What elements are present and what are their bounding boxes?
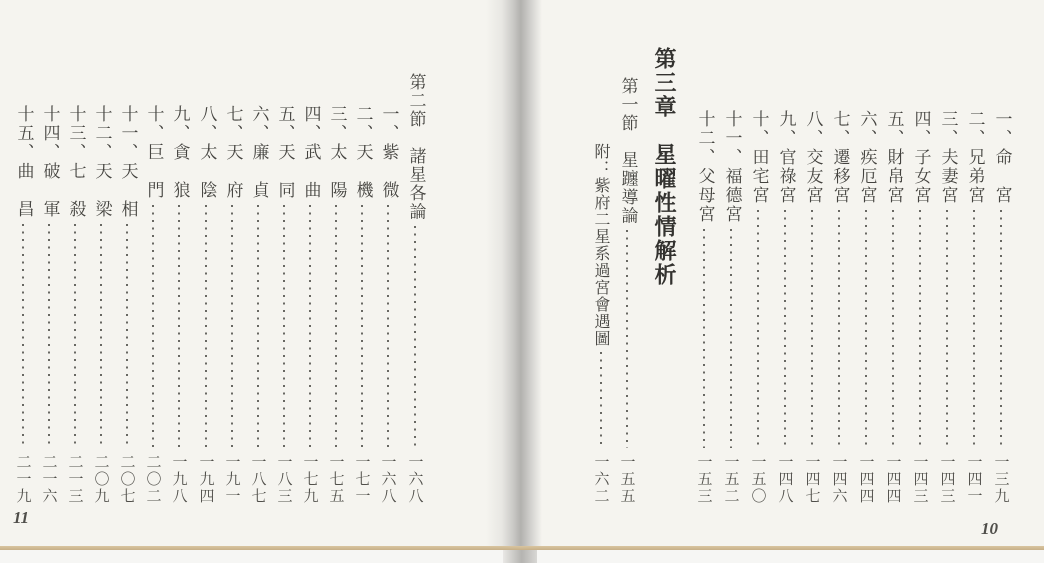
toc-entry-page: 一四七 — [803, 454, 822, 505]
toc-entry-label: 十一、福德宮 — [721, 110, 742, 224]
toc-entry-page: 一四四 — [884, 454, 903, 505]
toc-entry-page: 一四六 — [830, 454, 849, 505]
toc-entry-label: 十二、父母宮 — [694, 110, 715, 224]
dotted-leader — [48, 224, 50, 448]
toc-entry-page: 一八七 — [249, 454, 268, 505]
toc-entry-page: 一七一 — [353, 454, 372, 505]
toc-entry — [219, 105, 245, 505]
dotted-leader — [361, 205, 363, 448]
toc-entry-label: 第二節 諸星各論 — [405, 73, 426, 221]
dotted-leader — [152, 205, 154, 448]
toc-entry-label: 十一、天 相 — [117, 105, 138, 219]
toc-entry-label: 十、巨 門 — [143, 105, 164, 200]
toc-entry — [10, 105, 36, 505]
toc-entry — [772, 110, 798, 505]
dotted-leader — [283, 205, 285, 448]
toc-entry — [140, 105, 166, 505]
toc-entry — [718, 110, 744, 505]
toc-entry-label: 三、太 陽 — [326, 105, 347, 200]
dotted-leader — [178, 205, 180, 448]
toc-entry — [88, 105, 114, 505]
page-number-right: 10 — [981, 519, 998, 538]
toc-entry-label: 第一節 星躔導論 — [617, 77, 638, 225]
toc-entry-page: 二一六 — [40, 454, 59, 505]
dotted-leader — [1000, 210, 1002, 448]
dotted-leader — [703, 229, 705, 448]
dotted-leader — [126, 224, 128, 448]
toc-entry-label: 四、子女宮 — [910, 110, 931, 205]
toc-entry-page: 一五五 — [618, 454, 637, 505]
dotted-leader — [973, 210, 975, 448]
toc-entry-page: 一四三 — [911, 454, 930, 505]
dotted-leader — [730, 229, 732, 448]
toc-entry-label: 十二、天 梁 — [91, 105, 112, 219]
toc-entry-page: 二〇二 — [144, 454, 163, 505]
toc-entry-page: 一五〇 — [749, 454, 768, 505]
toc-entry — [114, 105, 140, 505]
toc-entry-page: 一七九 — [301, 454, 320, 505]
toc-entry-label: 六、廉 貞 — [248, 105, 269, 200]
toc-entry-page: 一五三 — [695, 454, 714, 505]
dotted-leader — [335, 205, 337, 448]
book-spine-gutter — [486, 0, 542, 548]
toc-entry-page: 二一九 — [14, 454, 33, 505]
dotted-leader — [309, 205, 311, 448]
toc-entry-page: 二〇九 — [92, 454, 111, 505]
toc-entry-page: 一四八 — [776, 454, 795, 505]
dotted-leader — [838, 210, 840, 448]
toc-entry-label: 四、武 曲 — [300, 105, 321, 200]
toc-entry-label: 十三、七 殺 — [65, 105, 86, 219]
dotted-leader — [811, 210, 813, 448]
toc-entry — [853, 110, 879, 505]
toc-entry-page: 一八三 — [275, 454, 294, 505]
toc-entry — [271, 105, 297, 505]
dotted-leader — [100, 224, 102, 448]
toc-entry-page: 一九八 — [170, 454, 189, 505]
toc-entry-page: 二一三 — [66, 454, 85, 505]
toc-entry-page: 一九四 — [197, 454, 216, 505]
toc-entry — [961, 110, 987, 505]
toc-entry-label: 五、財帛宮 — [883, 110, 904, 205]
toc-entry-page: 一九一 — [223, 454, 242, 505]
dotted-leader — [231, 205, 233, 448]
dotted-leader — [387, 205, 389, 448]
dotted-leader — [892, 210, 894, 448]
dotted-leader — [205, 205, 207, 448]
toc-entry-section-1 — [614, 77, 640, 505]
toc-entry-page: 一四一 — [965, 454, 984, 505]
toc-entry — [934, 110, 960, 505]
toc-entry — [799, 110, 825, 505]
toc-entry-section-2 — [402, 73, 428, 505]
toc-entry-label: 九、官祿宮 — [775, 110, 796, 205]
toc-entry-label: 九、貪 狼 — [169, 105, 190, 200]
dotted-leader — [22, 224, 24, 448]
toc-entry-page: 一六八 — [379, 454, 398, 505]
dotted-leader — [414, 226, 416, 448]
toc-entry-page: 一四三 — [938, 454, 957, 505]
dotted-leader — [257, 205, 259, 448]
toc-entry-page: 一六二 — [592, 454, 611, 505]
toc-entry-page: 一六八 — [406, 454, 425, 505]
toc-entry — [880, 110, 906, 505]
toc-entry-appendix — [588, 143, 614, 505]
toc-entry-page: 一三九 — [992, 454, 1011, 505]
toc-entry-label: 三、夫妻宮 — [937, 110, 958, 205]
toc-entry-label: 附：紫府二星系過宮會遇圖 — [592, 143, 611, 347]
page-number-left: 11 — [13, 508, 30, 527]
spine-shadow-bottom — [503, 550, 537, 563]
toc-entry-label: 一、紫 微 — [378, 105, 399, 200]
toc-entry — [323, 105, 349, 505]
toc-entry-label: 十、田宅宮 — [748, 110, 769, 205]
toc-entry-label: 二、兄弟宮 — [964, 110, 985, 205]
dotted-leader — [74, 224, 76, 448]
toc-entry — [745, 110, 771, 505]
dotted-leader — [757, 210, 759, 448]
toc-entry — [245, 105, 271, 505]
toc-entry — [349, 105, 375, 505]
toc-entry-label: 二、天 機 — [352, 105, 373, 200]
dotted-leader — [784, 210, 786, 448]
toc-entry-label: 七、天 府 — [222, 105, 243, 200]
dotted-leader — [865, 210, 867, 448]
toc-entry — [297, 105, 323, 505]
dotted-leader — [919, 210, 921, 448]
toc-entry-page: 一七五 — [327, 454, 346, 505]
toc-entry-label: 五、天 同 — [274, 105, 295, 200]
dotted-leader — [626, 230, 628, 448]
dotted-leader — [946, 210, 948, 448]
chapter-title: 第三章 星曜性情解析 — [651, 47, 676, 287]
toc-entry — [193, 105, 219, 505]
toc-entry — [826, 110, 852, 505]
toc-entry-label: 六、疾厄宮 — [856, 110, 877, 205]
toc-entry — [907, 110, 933, 505]
toc-entry — [166, 105, 192, 505]
toc-entry-label: 八、交友宮 — [802, 110, 823, 205]
toc-entry-label: 八、太 陰 — [196, 105, 217, 200]
toc-entry-label: 七、遷移宮 — [829, 110, 850, 205]
toc-entry-page: 二〇七 — [118, 454, 137, 505]
toc-entry — [62, 105, 88, 505]
toc-entry-label: 十五、曲 昌 — [13, 105, 34, 219]
toc-entry-label: 十四、破 軍 — [39, 105, 60, 219]
toc-entry-page: 一四四 — [857, 454, 876, 505]
toc-entry — [988, 110, 1014, 505]
toc-entry-label: 一、命 宮 — [991, 110, 1012, 205]
toc-entry — [36, 105, 62, 505]
toc-entry — [375, 105, 401, 505]
toc-entry-page: 一五二 — [722, 454, 741, 505]
toc-entry — [691, 110, 717, 505]
dotted-leader — [600, 352, 602, 448]
